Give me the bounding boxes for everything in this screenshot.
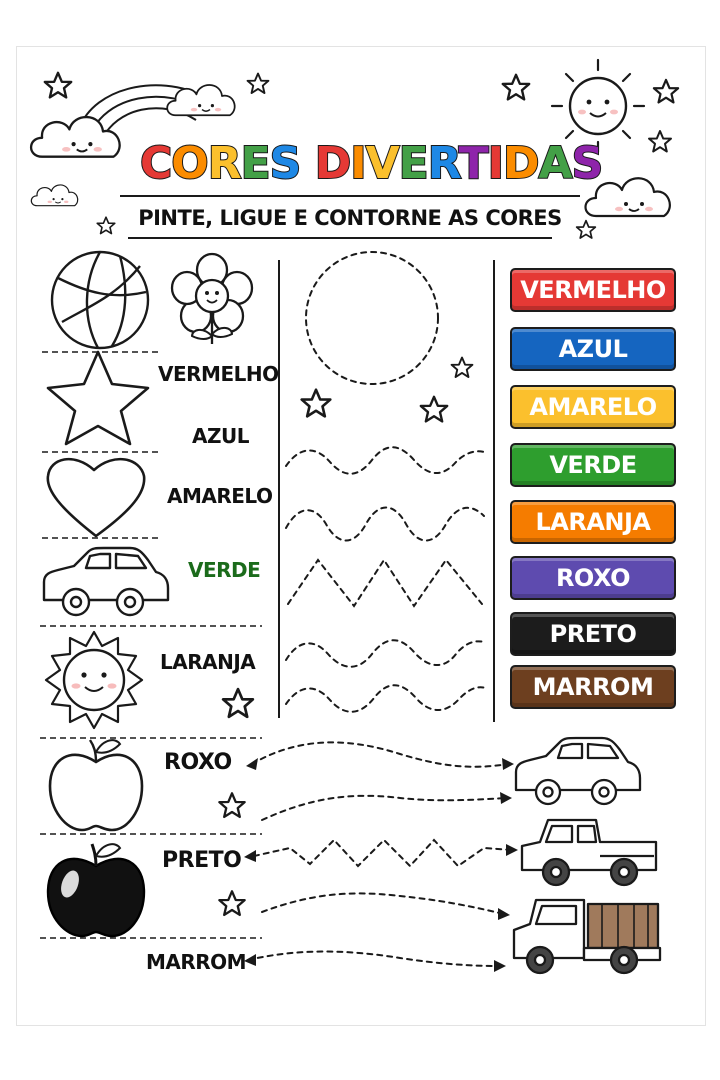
title-letter: R <box>207 138 241 189</box>
star-icon <box>649 131 671 152</box>
connector-line-3 <box>254 840 512 866</box>
chip-label: AZUL <box>558 335 628 363</box>
trace-wave-4 <box>286 685 486 712</box>
trace-circle <box>306 252 438 384</box>
heart-icon <box>48 459 144 536</box>
color-chip-vermelho <box>510 268 676 312</box>
word-azul: AZUL <box>192 424 249 448</box>
title-letter: I <box>487 138 504 189</box>
color-chip-roxo <box>510 556 676 600</box>
title-letter: E <box>240 138 270 189</box>
star-icon <box>421 397 447 422</box>
pickup-truck-icon <box>522 820 656 885</box>
word-laranja: LARANJA <box>160 650 256 674</box>
title-letter: D <box>503 138 539 189</box>
star-icon <box>223 689 253 717</box>
cloud-icon <box>167 85 234 115</box>
connector-line-2 <box>262 796 506 820</box>
connector-line-4 <box>262 893 504 914</box>
word-vermelho: VERMELHO <box>158 362 279 386</box>
title-letter: S <box>269 138 301 189</box>
star-icon <box>248 74 269 93</box>
star-icon <box>219 891 244 915</box>
trace-wave-2 <box>286 508 484 541</box>
cloud-icon <box>31 185 77 206</box>
color-chip-preto <box>510 612 676 656</box>
chip-label: AMARELO <box>529 393 657 421</box>
title-letter: I <box>350 138 366 189</box>
title-letter: A <box>538 138 572 189</box>
trace-wave-3 <box>286 640 484 667</box>
title-letter: D <box>314 138 351 189</box>
connector-line-5 <box>248 952 500 967</box>
star-icon <box>48 352 148 444</box>
word-verde: VERDE <box>188 558 261 582</box>
word-preto: PRETO <box>162 848 242 873</box>
title-letter: R <box>427 138 459 189</box>
star-icon <box>654 80 678 103</box>
star-icon <box>97 217 115 233</box>
title-letter: V <box>365 138 399 189</box>
color-chip-laranja <box>510 500 676 544</box>
color-chip-azul <box>510 327 676 371</box>
car-icon <box>516 738 640 804</box>
title-letter: S <box>571 138 603 189</box>
connector-line-1 <box>252 742 508 766</box>
color-chip-marrom <box>510 665 676 709</box>
car-icon <box>44 548 168 615</box>
title-letter: E <box>398 138 428 189</box>
cargo-truck-icon <box>514 900 660 973</box>
chip-label: VERMELHO <box>520 276 666 304</box>
chip-label: PRETO <box>549 620 637 648</box>
trace-zigzag <box>288 560 482 606</box>
title-letter <box>300 138 314 189</box>
star-icon <box>503 75 529 100</box>
flower-icon <box>172 254 252 344</box>
connector-arrowheads <box>244 758 518 972</box>
word-amarelo: AMARELO <box>167 484 273 508</box>
cloud-icon <box>31 117 120 157</box>
word-marrom: MARROM <box>146 950 247 974</box>
star-icon <box>45 73 71 98</box>
star-icon <box>452 358 473 377</box>
color-chip-amarelo <box>510 385 676 429</box>
page-subtitle: PINTE, LIGUE E CONTORNE AS CORES <box>138 206 562 230</box>
black-apple-icon <box>48 844 144 936</box>
chip-label: ROXO <box>555 564 631 592</box>
chip-label: VERDE <box>549 451 637 479</box>
chip-label: MARROM <box>532 673 654 701</box>
chip-label: LARANJA <box>535 508 651 536</box>
color-chip-verde <box>510 443 676 487</box>
ball-icon <box>52 252 148 348</box>
sun-icon <box>46 632 142 728</box>
trace-wave-1 <box>286 447 484 474</box>
title-letter: T <box>458 138 488 189</box>
star-icon <box>302 390 331 417</box>
word-roxo: ROXO <box>164 750 232 775</box>
star-icon <box>219 793 244 817</box>
title-letter: O <box>171 138 208 189</box>
page-title <box>140 138 603 194</box>
apple-icon <box>50 740 142 830</box>
title-letter: C <box>140 138 172 189</box>
